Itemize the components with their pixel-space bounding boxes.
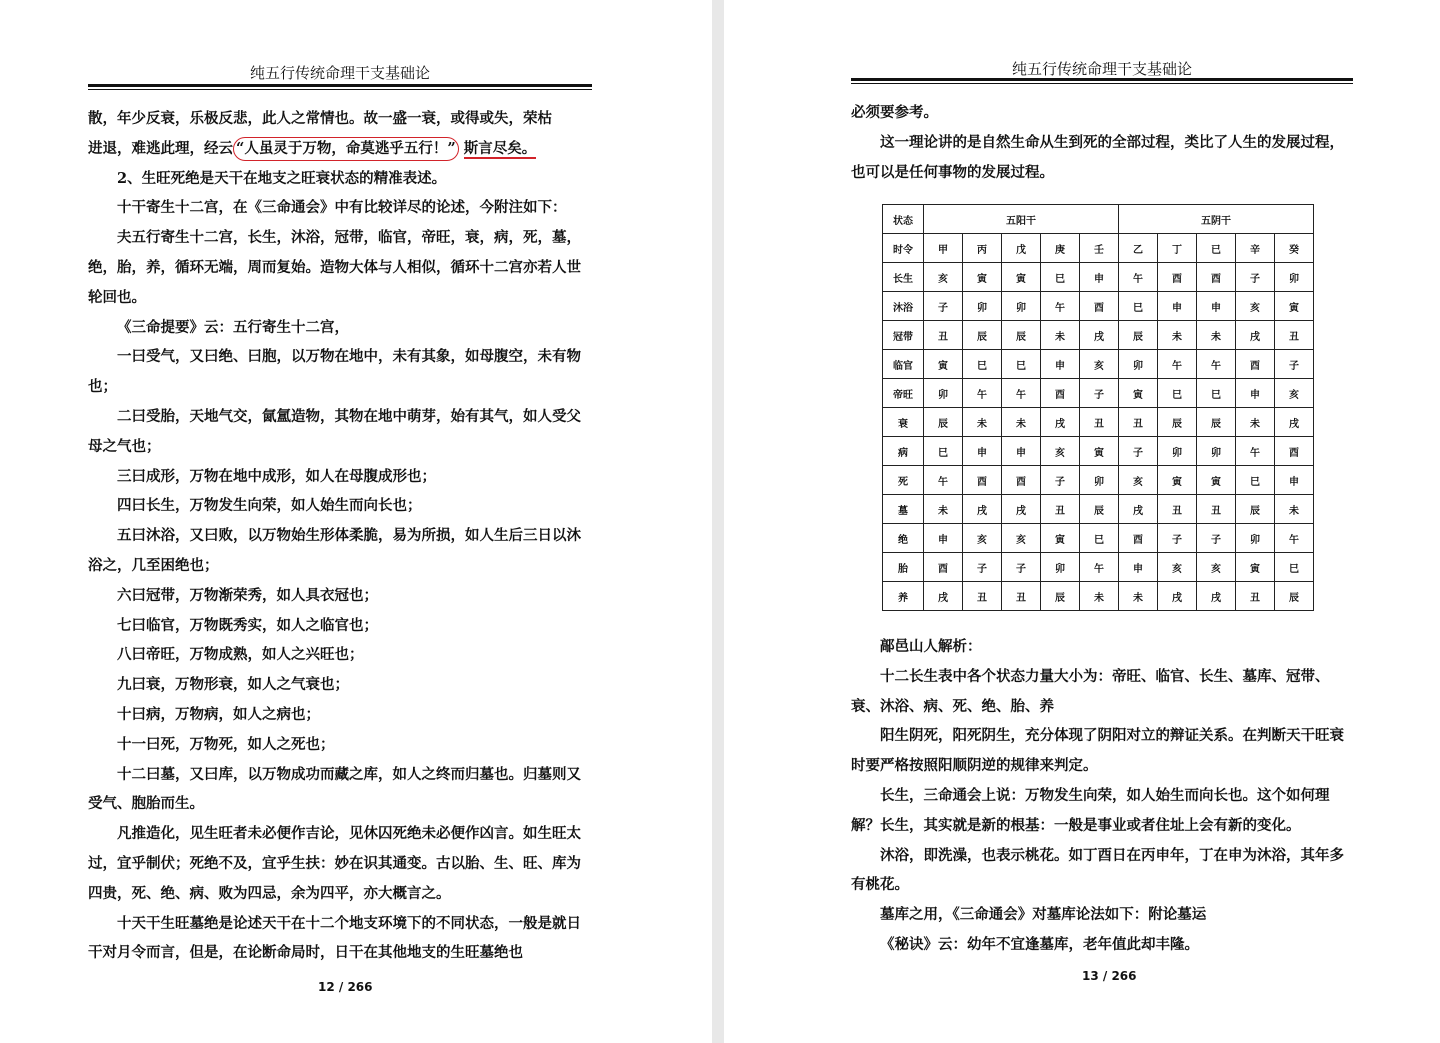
group-header: 五阳干 (924, 205, 1119, 234)
stem-header: 辛 (1236, 234, 1275, 263)
table-cell: 亥 (1119, 466, 1158, 495)
table-row (883, 321, 1314, 350)
table-cell: 未 (1080, 582, 1119, 611)
paragraph (851, 662, 1353, 722)
group-header: 五阴干 (1119, 205, 1314, 234)
table-cell: 卯 (1197, 437, 1236, 466)
paragraph (851, 900, 1353, 930)
stage-label: 临官 (883, 350, 924, 379)
running-header: 纯五行传统命理干支基础论 (249, 64, 430, 82)
stage-label: 衰 (883, 408, 924, 437)
paragraph-text: 阳生阴死，阳死阴生，充分体现了阴阳对立的辩证关系。在判断天干旺衰时要严格按照阳顺阴逆的规律来判定。 (851, 727, 1344, 775)
table-cell: 酉 (924, 553, 963, 582)
paragraph (851, 98, 1353, 128)
table-cell: 亥 (1080, 350, 1119, 379)
stage-label: 冠带 (883, 321, 924, 350)
paragraph-text: 四曰长生，万物发生向荣，如人始生而向长也； (117, 497, 422, 515)
paragraph (88, 819, 592, 908)
table-cell: 辰 (1041, 582, 1080, 611)
table-cell: 辰 (963, 321, 1002, 350)
table-cell: 巳 (1002, 350, 1041, 379)
paragraph-text: 沐浴，即洗澡，也表示桃花。如丁酉日在丙申年，丁在申为沐浴，其年多有桃花。 (851, 846, 1344, 894)
paragraph (88, 164, 592, 194)
table-cell: 巳 (1041, 263, 1080, 292)
table-cell: 酉 (1275, 437, 1314, 466)
table-cell: 酉 (1080, 292, 1119, 321)
table-cell: 申 (1158, 292, 1197, 321)
table-cell: 巳 (1119, 292, 1158, 321)
table-cell: 卯 (1002, 292, 1041, 321)
stem-header: 戊 (1002, 234, 1041, 263)
page-body-top (851, 98, 1353, 187)
table-cell: 申 (963, 437, 1002, 466)
table-cell: 子 (1197, 524, 1236, 553)
paragraph-text: 十二长生表中各个状态力量大小为：帝旺、临官、长生、墓库、冠带、衰、沐浴、病、死、绝、胎、养 (851, 667, 1330, 715)
table-cell: 辰 (1080, 495, 1119, 524)
table-cell: 午 (924, 466, 963, 495)
table-cell: 申 (1119, 553, 1158, 582)
table-cell: 亥 (1275, 379, 1314, 408)
paragraph (851, 128, 1353, 188)
running-header: 纯五行传统命理干支基础论 (1011, 60, 1192, 78)
table-cell: 辰 (1002, 321, 1041, 350)
table-cell: 申 (1197, 292, 1236, 321)
table-cell: 戌 (1002, 495, 1041, 524)
table-cell: 酉 (1002, 466, 1041, 495)
table-cell: 申 (1236, 379, 1275, 408)
stage-label: 墓 (883, 495, 924, 524)
table-row (883, 292, 1314, 321)
table-row (883, 466, 1314, 495)
paragraph (88, 462, 592, 492)
table-cell: 未 (1197, 321, 1236, 350)
pdf-page-13 (724, 0, 1440, 1043)
table-row (883, 582, 1314, 611)
paragraph-text: 十曰病，万物病，如人之病也； (117, 705, 320, 723)
paragraph-text: 鄗邑山人解析： (880, 638, 982, 655)
table-cell: 戌 (1197, 582, 1236, 611)
table-cell: 丑 (924, 321, 963, 350)
table-cell: 巳 (1080, 524, 1119, 553)
paragraph-text: 凡推造化，见生旺者未必便作吉论，见休囚死绝未必便作凶言。如生旺太过，宜乎制伏；死绝不及，宜乎生扶：妙在识其通变。古以胎、生、旺、库为四贵，死、绝、病、败为四忌，余为四平，亦大概言之。 (88, 825, 581, 902)
table-cell: 子 (1002, 553, 1041, 582)
stage-label: 胎 (883, 553, 924, 582)
paragraph (88, 611, 592, 641)
paragraph (851, 632, 1353, 662)
paragraph (88, 760, 592, 820)
table-cell: 戌 (1158, 582, 1197, 611)
paragraph-text: 必须要参考。 (851, 104, 938, 121)
table-cell: 未 (1119, 582, 1158, 611)
table-cell: 戌 (963, 495, 1002, 524)
table-cell: 申 (1275, 466, 1314, 495)
table-cell: 丑 (1119, 408, 1158, 437)
table-cell: 酉 (963, 466, 1002, 495)
header-rule (88, 84, 592, 90)
table-cell: 午 (1236, 437, 1275, 466)
table-cell: 子 (1080, 379, 1119, 408)
paragraph-text: 散，年少反衰，乐极反悲，此人之常情也。故一盛一衰，或得或失，荣枯 (88, 110, 552, 127)
table-row (883, 263, 1314, 292)
table-cell: 亥 (963, 524, 1002, 553)
table-cell: 卯 (1041, 553, 1080, 582)
table-cell: 寅 (1158, 466, 1197, 495)
table-cell: 午 (1197, 350, 1236, 379)
table-cell: 子 (1158, 524, 1197, 553)
table-cell: 午 (1041, 292, 1080, 321)
paragraph (88, 491, 592, 521)
paragraph-text: 三曰成形，万物在地中成形，如人在母腹成形也； (117, 467, 436, 485)
header-rule (851, 78, 1353, 84)
table-row (883, 553, 1314, 582)
table-cell: 亥 (1041, 437, 1080, 466)
paragraph-text: 长生，三命通会上说：万物发生向荣，如人始生而向长也。这个如何理解？长生，其实就是新的根基：一般是事业或者住址上会有新的变化。 (851, 786, 1330, 834)
table-row (883, 495, 1314, 524)
table-cell: 丑 (1041, 495, 1080, 524)
paragraph (851, 781, 1353, 841)
table-cell: 酉 (1197, 263, 1236, 292)
paragraph (851, 930, 1353, 960)
table-row (883, 524, 1314, 553)
paragraph-text: 八曰帝旺，万物成熟，如人之兴旺也； (117, 646, 364, 664)
paragraph-text: 进退，难逃此理，经云 (88, 139, 233, 157)
table-cell: 寅 (924, 350, 963, 379)
paragraph (88, 104, 592, 134)
paragraph (88, 313, 592, 343)
table-cell: 亥 (924, 263, 963, 292)
paragraph (88, 670, 592, 700)
table-cell: 丑 (1002, 582, 1041, 611)
page-number: 12 / 266 (318, 980, 373, 994)
table-cell: 寅 (1041, 524, 1080, 553)
stage-label: 长生 (883, 263, 924, 292)
table-cell: 午 (1275, 524, 1314, 553)
stem-header: 癸 (1275, 234, 1314, 263)
stage-label: 病 (883, 437, 924, 466)
table-cell: 巳 (924, 437, 963, 466)
paragraph (88, 342, 592, 402)
stem-header: 丙 (963, 234, 1002, 263)
table-cell: 辰 (1236, 495, 1275, 524)
paragraph (88, 909, 592, 969)
stage-label: 死 (883, 466, 924, 495)
table-cell: 巳 (1236, 466, 1275, 495)
stem-header: 丁 (1158, 234, 1197, 263)
corner-label: 状态 (883, 205, 924, 234)
table-cell: 未 (1275, 495, 1314, 524)
stage-label: 帝旺 (883, 379, 924, 408)
table-cell: 辰 (1158, 408, 1197, 437)
table-cell: 丑 (1236, 582, 1275, 611)
table-cell: 午 (1080, 553, 1119, 582)
table-cell: 丑 (1197, 495, 1236, 524)
table-cell: 戌 (1080, 321, 1119, 350)
table-cell: 戌 (1119, 495, 1158, 524)
paragraph (88, 581, 592, 611)
table-cell: 卯 (1275, 263, 1314, 292)
paragraph (88, 640, 592, 670)
table-cell: 戌 (1236, 321, 1275, 350)
stem-header: 甲 (924, 234, 963, 263)
table-cell: 卯 (1119, 350, 1158, 379)
red-circle-annotation: “人虽灵于万物，命莫逃乎五行！” (233, 137, 459, 161)
stage-label: 养 (883, 582, 924, 611)
table-cell: 巳 (1275, 553, 1314, 582)
corner-label: 时令 (883, 234, 924, 263)
page-number: 13 / 266 (1082, 969, 1137, 983)
table-cell: 未 (1041, 321, 1080, 350)
paragraph-text: 十二曰墓，又曰库，以万物成功而藏之库，如人之终而归墓也。归墓则又受气、胞胎而生。 (88, 765, 581, 813)
paragraph (88, 223, 592, 312)
table-cell: 午 (1002, 379, 1041, 408)
paragraph (88, 402, 592, 462)
table-cell: 寅 (1119, 379, 1158, 408)
table-stem-row (883, 234, 1314, 263)
table-header-row (883, 205, 1314, 234)
table-cell: 未 (1002, 408, 1041, 437)
table-cell: 寅 (1002, 263, 1041, 292)
stage-label: 沐浴 (883, 292, 924, 321)
table-cell: 午 (1158, 350, 1197, 379)
table-cell: 未 (963, 408, 1002, 437)
table-cell: 亥 (1002, 524, 1041, 553)
twelve-stages-table (882, 204, 1314, 611)
table-cell: 未 (1236, 408, 1275, 437)
table-cell: 辰 (1275, 582, 1314, 611)
table-cell: 巳 (1197, 379, 1236, 408)
pdf-page-12 (0, 0, 712, 1043)
table-cell: 卯 (1080, 466, 1119, 495)
paragraph (88, 193, 592, 223)
table-cell: 未 (1158, 321, 1197, 350)
paragraph (88, 730, 592, 760)
table-cell: 寅 (1080, 437, 1119, 466)
paragraph-text: 十天干生旺墓绝是论述天干在十二个地支环境下的不同状态，一般是就日干对月令而言，但是，在论断命局时，日干在其他地支的生旺墓绝也 (88, 914, 581, 962)
paragraph-text: 七曰临官，万物既秀实，如人之临官也； (117, 616, 378, 634)
table-cell: 申 (924, 524, 963, 553)
table-cell: 卯 (1236, 524, 1275, 553)
table-cell: 午 (963, 379, 1002, 408)
table-cell: 丑 (963, 582, 1002, 611)
paragraph-text: 这一理论讲的是自然生命从生到死的全部过程，类比了人生的发展过程，也可以是任何事物的发展过程。 (851, 133, 1344, 181)
table-cell: 酉 (1119, 524, 1158, 553)
table-cell: 子 (1275, 350, 1314, 379)
paragraph-text: 墓库之用，《三命通会》对墓库论法如下：附论墓运 (880, 906, 1207, 924)
table-cell: 申 (1002, 437, 1041, 466)
table-cell: 子 (1041, 466, 1080, 495)
red-underline-annotation: 斯言尽矣。 (463, 139, 537, 157)
table-cell: 亥 (1197, 553, 1236, 582)
paragraph-text: 《三命提要》云：五行寄生十二宫， (117, 318, 349, 336)
paragraph (851, 841, 1353, 901)
table-cell: 戌 (924, 582, 963, 611)
table-cell: 寅 (1197, 466, 1236, 495)
page-body-bottom (851, 632, 1353, 960)
table-row (883, 379, 1314, 408)
table-cell: 酉 (1158, 263, 1197, 292)
table-cell: 寅 (1236, 553, 1275, 582)
table-cell: 丑 (1275, 321, 1314, 350)
table-row (883, 408, 1314, 437)
table-cell: 戌 (1041, 408, 1080, 437)
table-cell: 子 (1236, 263, 1275, 292)
table-cell: 丑 (1080, 408, 1119, 437)
table-row (883, 437, 1314, 466)
paragraph-text: 一曰受气，又曰绝、曰胞，以万物在地中，未有其象，如母腹空，未有物也； (88, 348, 581, 396)
table-cell: 辰 (1197, 408, 1236, 437)
table-cell: 寅 (963, 263, 1002, 292)
table-cell: 寅 (1275, 292, 1314, 321)
table-cell: 未 (924, 495, 963, 524)
table-row (883, 350, 1314, 379)
paragraph-text: 《秘诀》云：幼年不宜逢墓库，老年值此却丰隆。 (880, 935, 1199, 953)
paragraph-text: 十一曰死，万物死，如人之死也； (117, 735, 335, 753)
table-cell: 申 (1041, 350, 1080, 379)
paragraph-text: 九曰衰，万物形衰，如人之气衰也； (117, 676, 349, 694)
table-cell: 巳 (963, 350, 1002, 379)
table-cell: 亥 (1158, 553, 1197, 582)
paragraph (88, 700, 592, 730)
table-cell: 子 (963, 553, 1002, 582)
table-cell: 卯 (924, 379, 963, 408)
stage-label: 绝 (883, 524, 924, 553)
paragraph (851, 721, 1353, 781)
stem-header: 庚 (1041, 234, 1080, 263)
table-cell: 戌 (1275, 408, 1314, 437)
paragraph-text: 夫五行寄生十二宫，长生，沐浴，冠带，临官，帝旺，衰，病，死，墓，绝，胎，养，循环无端，周而复始。造物大体与人相似，循环十二宫亦若人世轮回也。 (88, 229, 581, 306)
table-cell: 酉 (1041, 379, 1080, 408)
table-cell: 巳 (1158, 379, 1197, 408)
stem-header: 已 (1197, 234, 1236, 263)
table-cell: 午 (1119, 263, 1158, 292)
stem-header: 壬 (1080, 234, 1119, 263)
table-cell: 丑 (1158, 495, 1197, 524)
table-cell: 辰 (1119, 321, 1158, 350)
table-cell: 子 (924, 292, 963, 321)
table-cell: 辰 (924, 408, 963, 437)
page-body (88, 104, 592, 968)
paragraph-text: 十干寄生十二宫，在《三命通会》中有比较详尽的论述，今附注如下： (117, 199, 567, 217)
table-cell: 酉 (1236, 350, 1275, 379)
paragraph-text: 五曰沐浴，又曰败，以万物始生形体柔脆，易为所损，如人生后三日以沐浴之，几至困绝也； (88, 527, 581, 574)
paragraph (88, 521, 592, 581)
paragraph-text: 二曰受胎，天地气交，氤氲造物，其物在地中萌芽，始有其气，如人受父母之气也； (88, 407, 581, 455)
paragraph-text: 六曰冠带，万物渐荣秀，如人具衣冠也； (117, 586, 378, 604)
stem-header: 乙 (1119, 234, 1158, 263)
table-cell: 子 (1119, 437, 1158, 466)
paragraph (88, 134, 592, 164)
table-cell: 亥 (1236, 292, 1275, 321)
table-cell: 卯 (1158, 437, 1197, 466)
paragraph-text: 2、生旺死绝是天干在地支之旺衰状态的精准表述。 (117, 169, 447, 187)
table-cell: 卯 (963, 292, 1002, 321)
table-cell: 申 (1080, 263, 1119, 292)
